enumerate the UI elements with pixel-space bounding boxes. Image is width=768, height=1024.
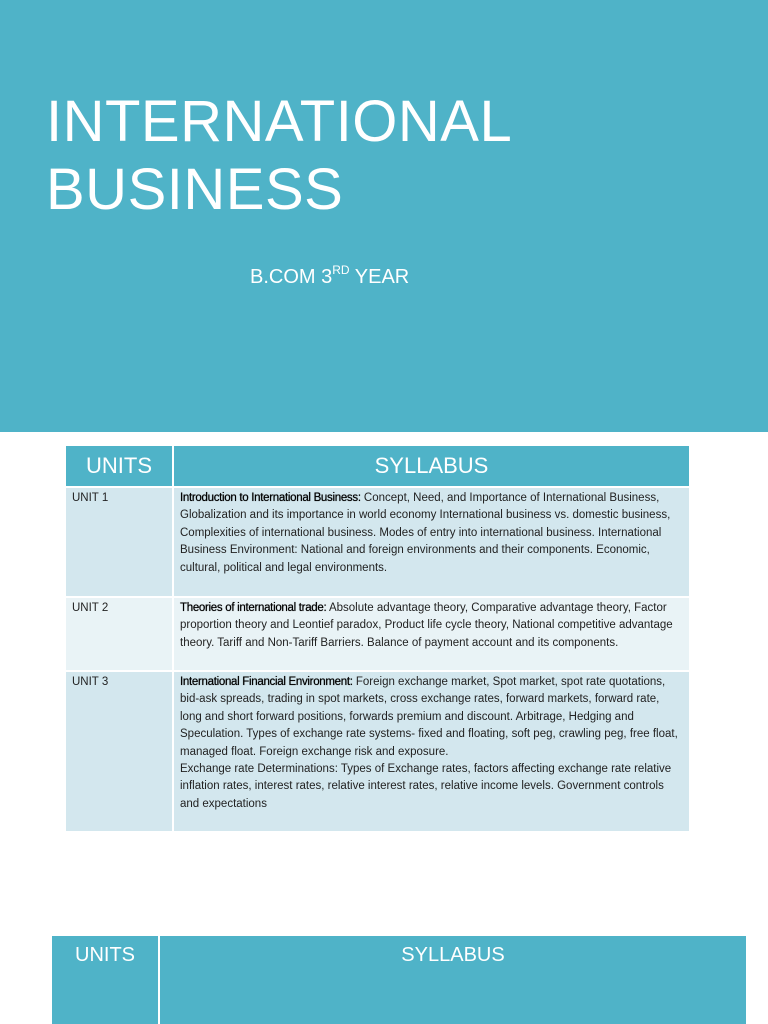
header-syllabus: SYLLABUS <box>173 446 689 487</box>
unit-label: UNIT 3 <box>66 671 173 831</box>
title-line-2: BUSINESS <box>46 157 344 222</box>
topic-heading: International Financial Environment: <box>180 676 353 688</box>
syllabus-cell <box>173 487 689 597</box>
table-row <box>66 597 689 671</box>
topic-heading: Introduction to International Business: <box>180 492 361 504</box>
subtitle-superscript: RD <box>332 263 350 277</box>
topic-heading: Theories of international trade: <box>180 602 327 614</box>
slide-subtitle <box>250 263 410 289</box>
subtitle-suffix: YEAR <box>349 266 410 288</box>
syllabus-cell <box>173 597 689 671</box>
title-line-1: INTERNATIONAL <box>46 89 513 154</box>
table-header-row <box>66 446 689 487</box>
syllabus-cell <box>173 671 689 831</box>
syllabus-table-2-header <box>52 936 746 1024</box>
unit-label: UNIT 2 <box>66 597 173 671</box>
table-row <box>66 487 689 597</box>
syllabus-table <box>66 446 689 831</box>
title-slide <box>0 0 768 432</box>
unit-label: UNIT 1 <box>66 487 173 597</box>
topic-description: Foreign exchange market, Spot market, spot rate quotations, bid-ask spreads, trading in spot markets, cross exchange rates, forward markets, forward rate, long and short forward positions, forwards premium and discount. Arbitrage, Hedging and Speculation. Types of exchange rate systems- fixed and floating, soft peg, crawling peg, free float, managed float. Foreign exchange risk and exposure. <box>180 676 678 758</box>
header-units: UNITS <box>66 446 173 487</box>
topic-description: Absolute advantage theory, Comparative advantage theory, Factor proportion theory and Leontief paradox, Product life cycle theory, National competitive advantage theory. Tariff and Non-Tariff Barriers. Balance of payment account and its components. <box>180 602 673 649</box>
header-syllabus-2: SYLLABUS <box>401 944 505 966</box>
header-units-2: UNITS <box>75 944 135 966</box>
topic-description: Concept, Need, and Importance of International Business, Globalization and its importance in world economy International business vs. domestic business, Complexities of international business. Modes of entry into international business. International Business Environment: National and foreign environments and their components. Economic, cultural, political and legal environments. <box>180 492 671 574</box>
subtitle-text: B.COM 3 <box>250 266 333 288</box>
slide-title <box>46 88 726 224</box>
topic-description-continued: Exchange rate Determinations: Types of Exchange rates, factors affecting exchange rate relative inflation rates, interest rates, relative interest rates, relative income levels. Government controls and expectations <box>180 763 672 810</box>
table-row <box>66 671 689 831</box>
